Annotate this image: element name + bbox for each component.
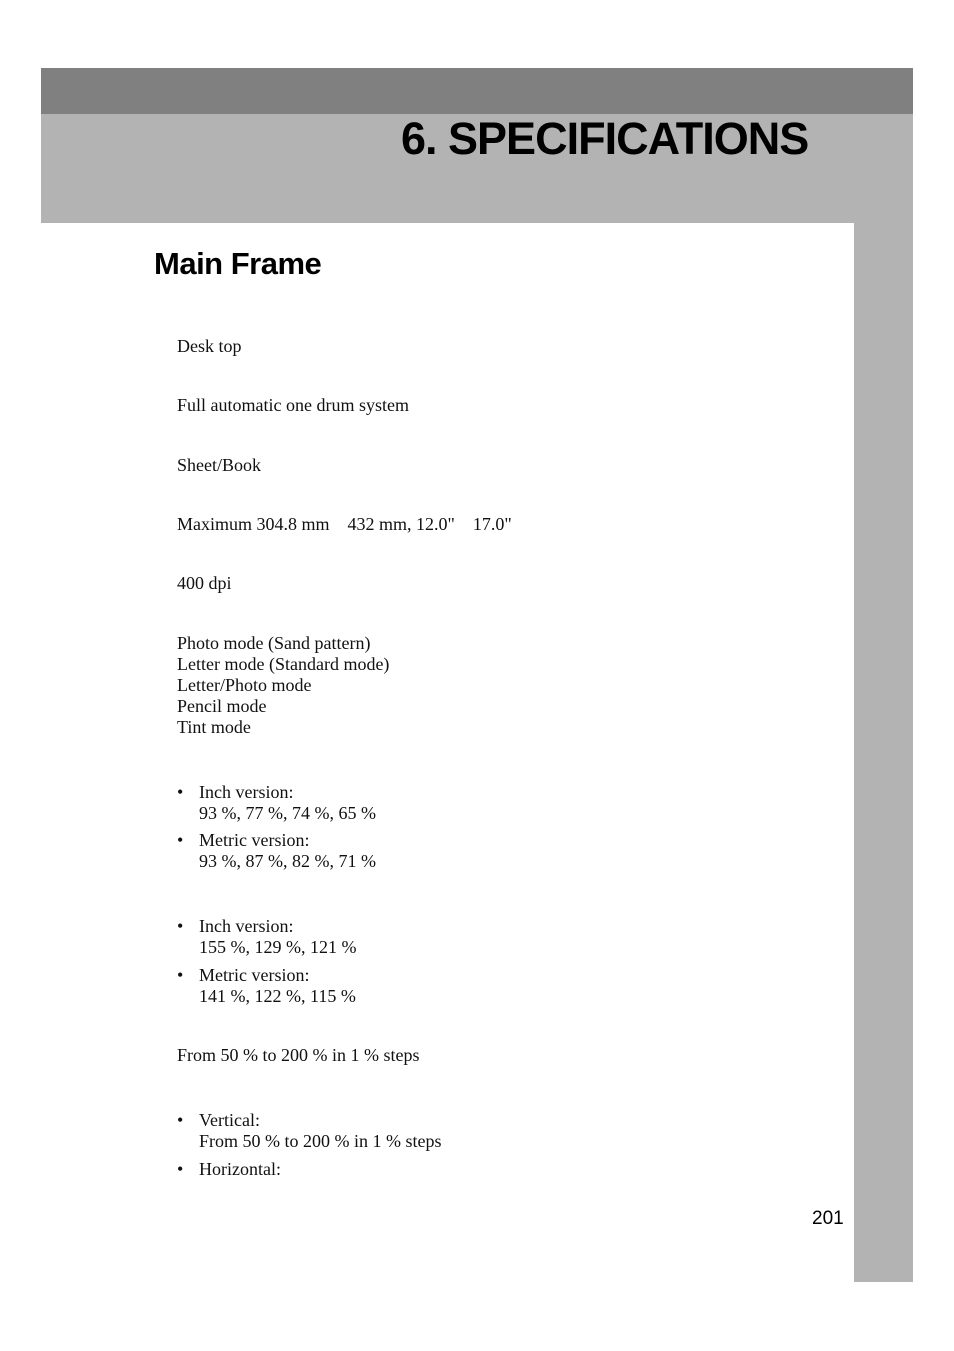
spec-configuration: Desk top [177, 336, 242, 356]
image-mode-item: Photo mode (Sand pattern) [177, 633, 371, 653]
spec-original-type: Sheet/Book [177, 455, 261, 475]
bullet-marker: • [177, 916, 184, 936]
page-number: 201 [812, 1208, 844, 1229]
spec-print-process: Full automatic one drum system [177, 395, 409, 415]
bullet-values: 155 %, 129 %, 121 % [199, 937, 357, 957]
bullet-label: Inch version: [199, 916, 294, 936]
chapter-title: 6. SPECIFICATIONS [401, 113, 809, 164]
bullet-label: Inch version: [199, 782, 294, 802]
spec-resolution: 400 dpi [177, 573, 232, 593]
spec-original-size: Maximum 304.8 mm 432 mm, 12.0" 17.0" [177, 514, 512, 534]
bullet-marker: • [177, 1159, 184, 1179]
spec-zoom: From 50 % to 200 % in 1 % steps [177, 1045, 420, 1065]
bullet-values: 93 %, 87 %, 82 %, 71 % [199, 851, 376, 871]
section-title: Main Frame [154, 246, 322, 281]
bullet-marker: • [177, 830, 184, 850]
bullet-label: Vertical: [199, 1110, 260, 1130]
bullet-label: Metric version: [199, 965, 310, 985]
bullet-values: From 50 % to 200 % in 1 % steps [199, 1131, 442, 1151]
spec-image-modes [177, 633, 389, 738]
bullet-label: Horizontal: [199, 1159, 281, 1179]
image-mode-item: Letter/Photo mode [177, 675, 312, 695]
bullet-label: Metric version: [199, 830, 310, 850]
bullet-values: 141 %, 122 %, 115 % [199, 986, 356, 1006]
bullet-marker: • [177, 965, 184, 985]
bullet-marker: • [177, 1110, 184, 1130]
image-mode-item: Pencil mode [177, 696, 267, 716]
image-mode-item: Letter mode (Standard mode) [177, 654, 390, 674]
bullet-values: 93 %, 77 %, 74 %, 65 % [199, 803, 376, 823]
bullet-marker: • [177, 782, 184, 802]
side-tab-bar [854, 223, 913, 1282]
header-band-dark [41, 68, 913, 114]
image-mode-item: Tint mode [177, 717, 251, 737]
